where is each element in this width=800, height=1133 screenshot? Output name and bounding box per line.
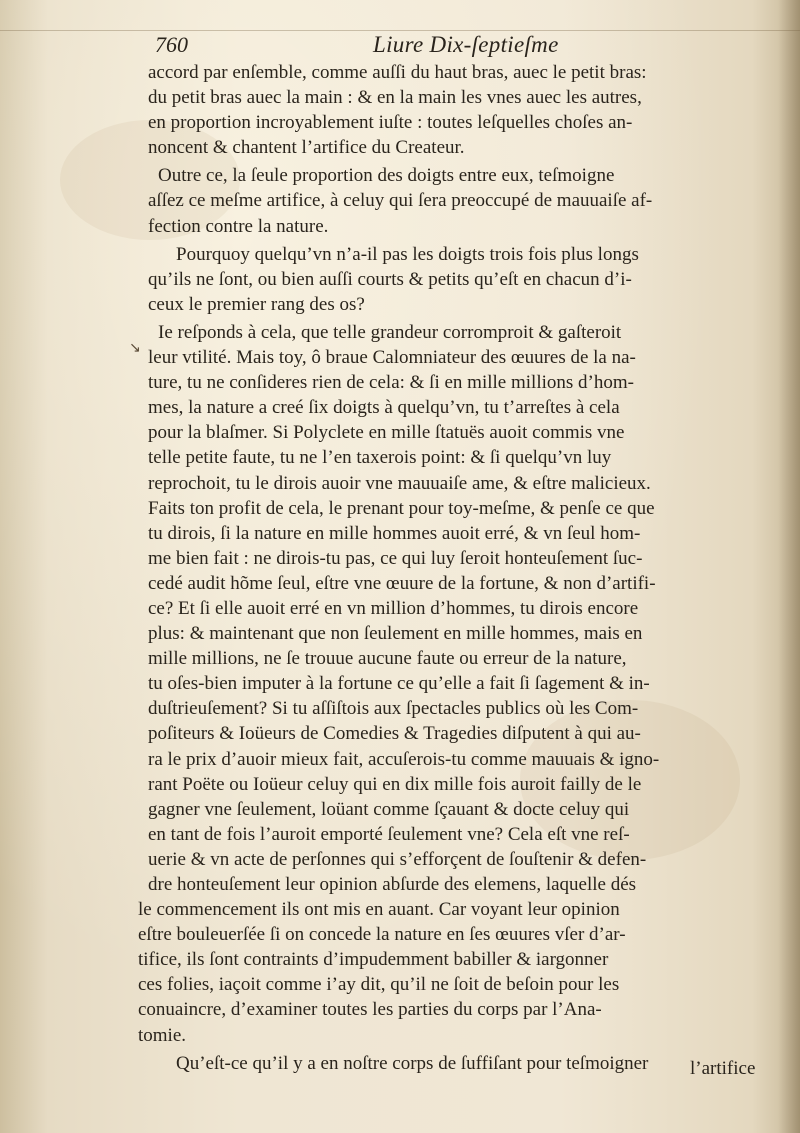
text-line: noncent & chantent l’artifice du Createur. bbox=[148, 137, 465, 159]
paragraph-start-line: Ie reſponds à cela, que telle grandeur corromproit & gaſteroit bbox=[158, 321, 622, 343]
text-line: rant Poëte ou Ioüeur celuy qui en dix mille fois auroit failly de le bbox=[148, 773, 642, 795]
page-edge-shadow bbox=[778, 0, 800, 1133]
text-line: ce? Et ſi elle auoit erré en vn million d’hommes, tu dirois encore bbox=[148, 597, 639, 619]
text-line: reprochoit, tu le dirois auoir vne mauuaiſe ame, & eſtre malicieux. bbox=[148, 472, 651, 494]
text-line: conuaincre, d’examiner toutes les parties du corps par l’Ana- bbox=[138, 999, 602, 1021]
text-line: ture, tu ne conſideres rien de cela: & ſi en mille millions d’hom- bbox=[148, 372, 634, 394]
paragraph-start-line: Pourquoy quelqu’vn n’a-il pas les doigts trois fois plus longs bbox=[176, 243, 639, 265]
text-line: ceux le premier rang des os? bbox=[148, 293, 365, 315]
body-text bbox=[138, 60, 778, 1076]
text-line: leur vtilité. Mais toy, ô braue Calomniateur des œuures de la na- bbox=[148, 347, 636, 369]
page-number: 760 bbox=[155, 32, 188, 57]
text-line: poſiteurs & Ioüeurs de Comedies & Tragedies diſputent à qui au- bbox=[148, 723, 641, 745]
text-line: pour la blaſmer. Si Polyclete en mille ſtatuës auoit commis vne bbox=[148, 422, 625, 444]
text-line: mille millions, ne ſe trouue aucune faute ou erreur de la nature, bbox=[148, 648, 627, 670]
text-line: Faits ton profit de cela, le prenant pour toy-meſme, & penſe ce que bbox=[148, 497, 655, 519]
text-line: ra le prix d’auoir mieux fait, accuſerois-tu comme mauuais & igno- bbox=[148, 748, 660, 770]
text-line: tu dirois, ſi la nature en mille hommes auoit erré, & vn ſeul hom- bbox=[148, 522, 641, 544]
text-line: plus: & maintenant que non ſeulement en mille hommes, mais en bbox=[148, 623, 643, 645]
text-line: du petit bras auec la main : & en la main les vnes auec les autres, bbox=[148, 87, 642, 109]
margin-pointer-mark: ↘ bbox=[129, 340, 141, 356]
catchword: l’artifice bbox=[690, 1058, 756, 1079]
page-header bbox=[155, 26, 770, 62]
text-line: en proportion incroyablement iuſte : toutes leſquelles choſes an- bbox=[148, 112, 633, 134]
text-line: aſſez ce meſme artifice, à celuy qui ſera preoccupé de mauuaiſe af- bbox=[148, 190, 653, 212]
text-line: telle petite faute, tu ne l’en taxerois point: & ſi quelqu’vn luy bbox=[148, 447, 612, 469]
text-line: tomie. bbox=[138, 1024, 187, 1046]
text-line: duſtrieuſement? Si tu aſſiſtois aux ſpectacles publics où les Com- bbox=[148, 698, 639, 720]
paragraph-start-line: Outre ce, la ſeule proportion des doigts entre eux, teſmoigne bbox=[158, 165, 615, 187]
text-line: eſtre bouleuerſée ſi on concede la nature en ſes œuures vſer d’ar- bbox=[138, 924, 626, 946]
running-head: Liure Dix-ſeptieſme bbox=[373, 32, 559, 57]
text-line: ces folies, iaçoit comme i’ay dit, qu’il ne ſoit de beſoin pour les bbox=[138, 974, 620, 996]
text-line: cedé audit hõme ſeul, eſtre vne œuure de la fortune, & non d’artifi- bbox=[148, 572, 656, 594]
text-line: tu oſes-bien imputer à la fortune ce qu’elle a fait ſi ſagement & in- bbox=[148, 673, 650, 695]
text-line: gagner vne ſeulement, loüant comme ſçauant & docte celuy qui bbox=[148, 798, 630, 820]
text-line: le commencement ils ont mis en auant. Car voyant leur opinion bbox=[138, 899, 620, 921]
text-line: uerie & vn acte de perſonnes qui s’efforçent de ſouſtenir & defen- bbox=[148, 848, 647, 870]
text-line: qu’ils ne ſont, ou bien auſſi courts & petits qu’eſt en chacun d’i- bbox=[148, 268, 632, 290]
text-line: dre honteuſement leur opinion abſurde des elemens, laquelle dés bbox=[148, 874, 637, 895]
paragraph-start-line: Qu’eſt-ce qu’il y a en noſtre corps de ſuffiſant pour teſmoigner bbox=[176, 1052, 649, 1074]
text-line: fection contre la nature. bbox=[148, 215, 329, 237]
text-line: en tant de fois l’auroit emporté ſeulement vne? Cela eſt vne reſ- bbox=[148, 823, 630, 845]
text-line: accord par enſemble, comme auſſi du haut bras, auec le petit bras: bbox=[148, 62, 647, 83]
text-line: mes, la nature a creé ſix doigts à quelqu’vn, tu t’arreſtes à cela bbox=[148, 397, 620, 419]
text-line: me bien fait : ne dirois-tu pas, ce qui luy ſeroit honteuſement ſuc- bbox=[148, 547, 643, 569]
text-line: tifice, ils ſont contraints d’impudemment babiller & iargonner bbox=[138, 949, 609, 971]
